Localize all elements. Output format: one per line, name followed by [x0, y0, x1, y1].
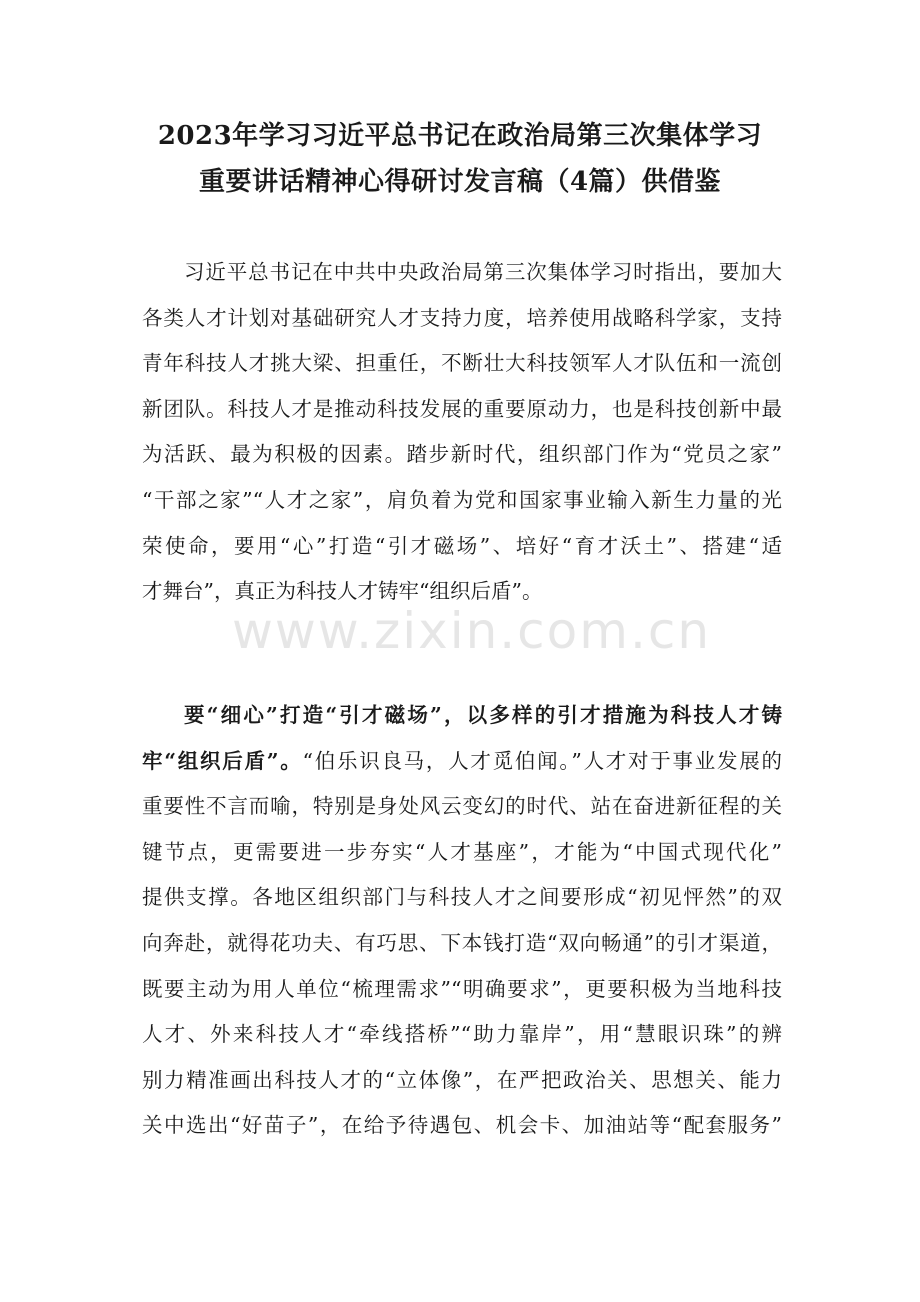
- paragraph-line: 重要性不言而喻，特别是身处风云变幻的时代、站在奋进新征程的关: [142, 794, 782, 819]
- paragraph-line: 才舞台”，真正为科技人才铸牢“组织后盾”。: [142, 579, 543, 604]
- paragraph-line-rest: “伯乐识良马，人才觅伯闻。”人才对于事业发展的: [302, 748, 782, 773]
- paragraph-line: 既要主动为用人单位“梳理需求”“明确要求”，更要积极为当地科技: [142, 976, 782, 1001]
- paragraph-1: [142, 250, 782, 615]
- paragraph-line: [142, 739, 782, 785]
- paragraph-line: 向奔赴，就得花功夫、有巧思、下本钱打造“双向畅通”的引才渠道，: [142, 930, 782, 955]
- title-line-2: 重要讲话精神心得研讨发言稿（4篇）供借鉴: [198, 167, 722, 197]
- paragraph-line: 习近平总书记在中共中央政治局第三次集体学习时指出，要加大: [184, 260, 782, 284]
- paragraph-line: 键节点，更需要进一步夯实“人才基座”，才能为“中国式现代化”: [142, 839, 782, 864]
- title-line-1: 2023年学习习近平总书记在政治局第三次集体学习: [157, 121, 763, 151]
- paragraph-heading-tail: 牢“组织后盾”。: [142, 748, 303, 773]
- paragraph-line: 各类人才计划对基础研究人才支持力度，培养使用战略科学家，支持: [142, 305, 782, 330]
- paragraph-line: 人才、外来科技人才“牵线搭桥”“助力靠岸”，用“慧眼识珠”的辨: [142, 1022, 782, 1047]
- document-title: [100, 113, 820, 205]
- paragraph-line: 新团队。科技人才是推动科技发展的重要原动力，也是科技创新中最: [142, 396, 782, 421]
- paragraph-line: 提供支撑。各地区组织部门与科技人才之间要形成“初见怦然”的双: [142, 885, 782, 910]
- paragraph-line: 别力精准画出科技人才的“立体像”，在严把政治关、思想关、能力: [142, 1067, 782, 1092]
- paragraph-line: 关中选出“好苗子”，在给予待遇包、机会卡、加油站等“配套服务”: [142, 1113, 782, 1138]
- paragraph-line: 为活跃、最为积极的因素。踏步新时代，组织部门作为“党员之家”: [142, 442, 782, 467]
- watermark: www.zixin.com.cn: [232, 602, 712, 660]
- paragraph-line: 青年科技人才挑大梁、担重任，不断壮大科技领军人才队伍和一流创: [142, 351, 782, 376]
- paragraph-line: “干部之家”“人才之家”，肩负着为党和国家事业输入新生力量的光: [142, 487, 782, 512]
- paragraph-heading-line: 要“细心”打造“引才磁场”，以多样的引才措施为科技人才铸: [184, 703, 782, 727]
- paragraph-line: 荣使命，要用“心”打造“引才磁场”、培好“育才沃土”、搭建“适: [142, 533, 782, 558]
- paragraph-2: [142, 693, 782, 1149]
